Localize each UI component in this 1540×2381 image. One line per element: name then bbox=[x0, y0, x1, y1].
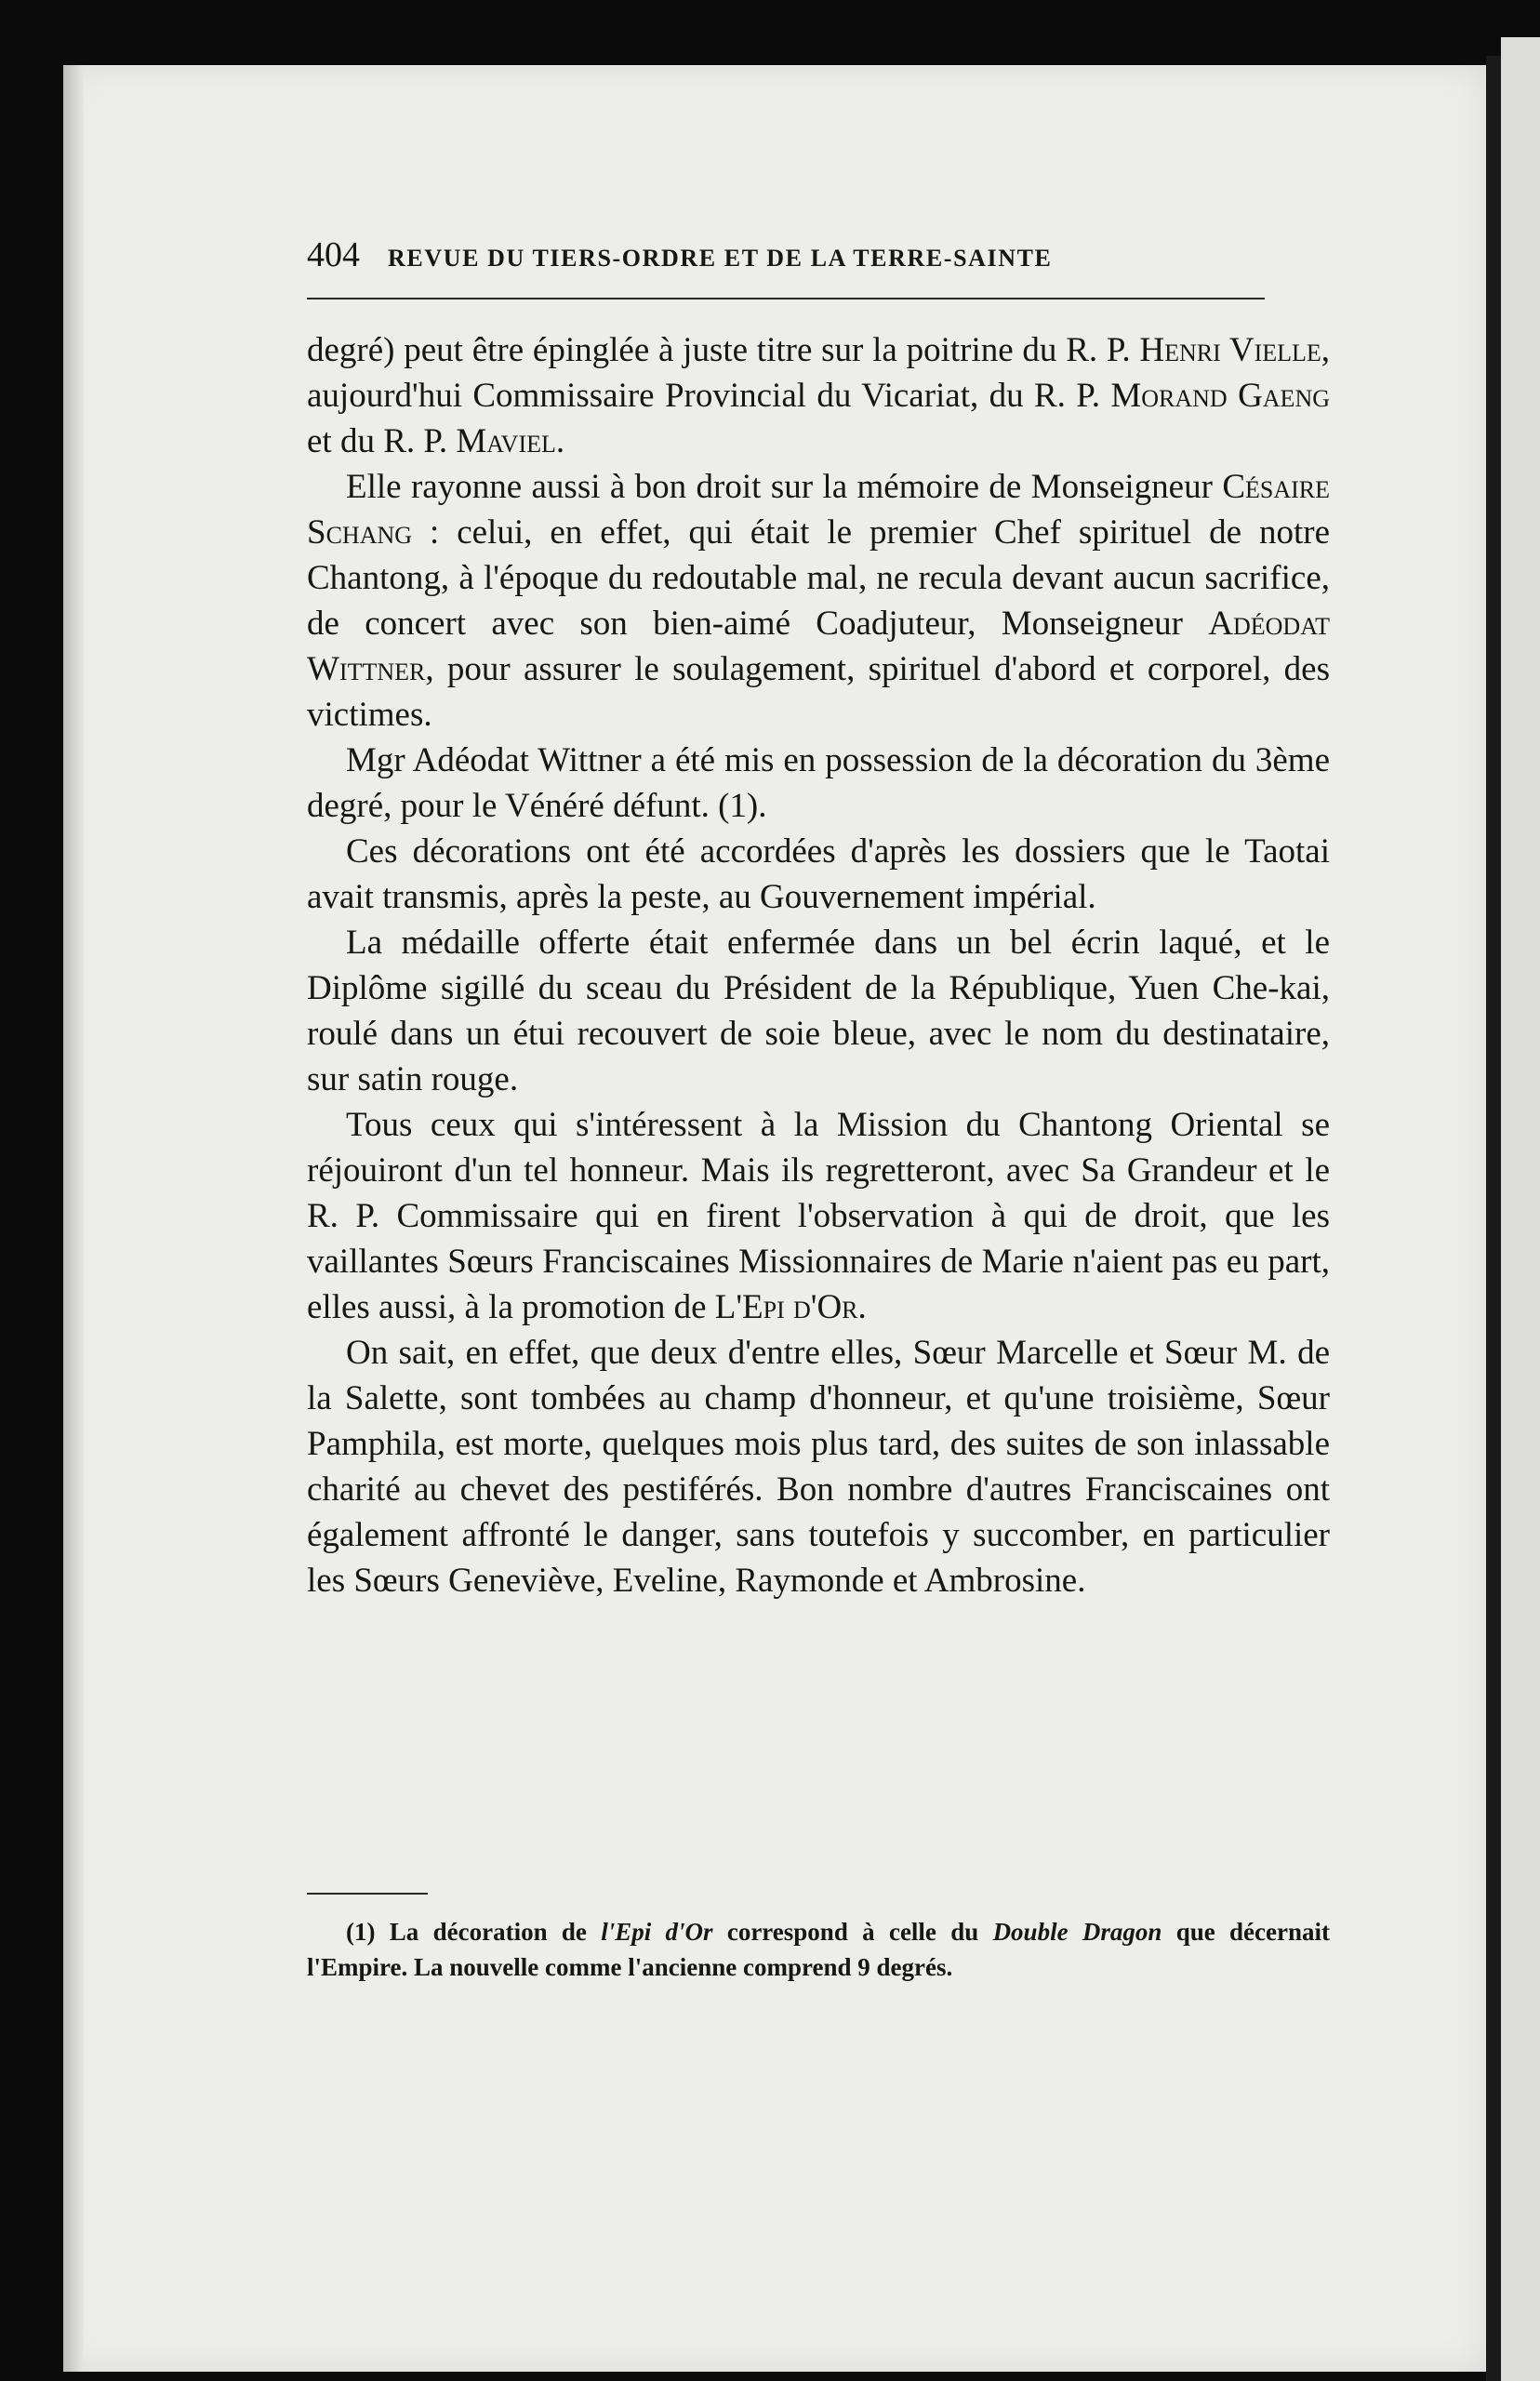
body-text bbox=[307, 327, 1330, 1603]
person-name: Adéodat Wittner bbox=[307, 605, 1330, 688]
scan-edge-bar bbox=[1486, 56, 1501, 2381]
footnote-rule bbox=[307, 1893, 428, 1895]
paragraph: La médaille offerte était enfermée dans un bel écrin laqué, et le Diplôme sigillé du sceau du Président de la République, Yuen Che-kai, roulé dans un étui recouvert de soie bleue, avec le nom du destinataire, sur satin rouge. bbox=[307, 924, 1330, 1098]
footnote: (1) La décoration de l'Epi d'Or correspond à celle du Double Dragon que décernait l'Empire. La nouvelle comme l'ancienne comprend 9 degrés. bbox=[307, 1918, 1330, 1981]
page-gutter-shadow bbox=[63, 65, 84, 2372]
paragraph: Tous ceux qui s'intéressent à la Mission du Chantong Oriental se réjouiront d'un tel honneur. Mais ils regretteront, avec Sa Grandeur et le R. P. Commissaire qui en firent l'observation à qui de droit, que les vaillantes Sœurs Franciscaines Missionnaires de Marie n'aient pas eu part, elles aussi, à la promotion de L'Epi d'Or. bbox=[307, 1106, 1330, 1326]
paragraph: Elle rayonne aussi à bon droit sur la mémoire de Monseigneur Césaire Schang : celui, en effet, qui était le premier Chef spirituel de notre Chantong, à l'époque du redoutable mal, ne recula devant aucun sacrifice, de concert avec son bien-aimé Coadjuteur, Monseigneur Adéodat Wittner, pour assurer le soulagement, spirituel d'abord et corporel, des victimes. bbox=[307, 468, 1330, 734]
person-name: Césaire Schang bbox=[307, 468, 1330, 552]
adjacent-page-strip bbox=[1501, 37, 1540, 2381]
person-name: Henri Vielle bbox=[1139, 331, 1321, 369]
paragraph: Mgr Adéodat Wittner a été mis en possession de la décoration du 3ème degré, pour le Vénéré défunt. (1). bbox=[307, 741, 1330, 825]
person-name: Maviel bbox=[456, 422, 556, 460]
paragraph: Ces décorations ont été accordées d'après les dossiers que le Taotai avait transmis, après la peste, au Gouvernement impérial. bbox=[307, 832, 1330, 916]
running-head: REVUE DU TIERS-ORDRE ET DE LA TERRE-SAINTE bbox=[388, 245, 1053, 272]
paragraph: On sait, en effet, que deux d'entre elles, Sœur Marcelle et Sœur M. de la Salette, sont tombées au champ d'honneur, et qu'une troisième, Sœur Pamphila, est morte, quelques mois plus tard, des suites de son inlassable charité au chevet des pestiférés. Bon nombre d'autres Franciscaines ont également affronté le danger, sans toutefois y succomber, en particulier les Sœurs Geneviève, Eveline, Raymonde et Ambrosine. bbox=[307, 1334, 1330, 1600]
decoration-name: L'Epi d'Or bbox=[714, 1288, 858, 1326]
person-name: Morand Gaeng bbox=[1110, 377, 1330, 415]
page-header bbox=[307, 234, 1330, 275]
header-rule bbox=[307, 298, 1265, 299]
page-number: 404 bbox=[307, 235, 360, 274]
paragraph: degré) peut être épinglée à juste titre sur la poitrine du R. P. Henri Vielle, aujourd'hui Commissaire Provincial du Vicariat, du R. P. Morand Gaeng et du R. P. Maviel. bbox=[307, 331, 1330, 460]
